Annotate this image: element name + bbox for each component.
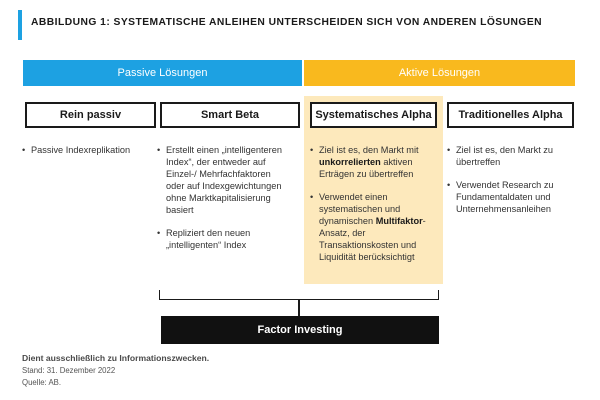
grouping-bracket — [159, 290, 439, 300]
bracket-connector — [298, 300, 300, 316]
list-item: • Erstellt einen „intelligenteren Index“, der entweder auf Einzel-/ Mehrfachfaktoren oder auf Indexgewichtungen ohne Marktkapitalisierung basiert — [157, 144, 289, 216]
list-item: • Repliziert den neuen „intelligenten“ Index — [157, 227, 289, 251]
category-smart-beta — [160, 102, 300, 128]
date-note: Stand: 31. Dezember 2022 — [22, 366, 116, 375]
factor-investing-label: Factor Investing — [257, 324, 343, 336]
list-item: • Verwendet Research zu Fundamentaldaten und Unternehmensanleihen — [447, 179, 575, 215]
rein-passiv-description — [22, 144, 152, 167]
title-accent-bar — [18, 10, 22, 40]
emphasis-text: Multifaktor — [375, 216, 423, 226]
text-segment: Verwendet einen systematischen und dynamischen — [319, 192, 401, 226]
list-item — [310, 191, 438, 263]
category-label: Smart Beta — [200, 109, 260, 121]
figure-title: ABBILDUNG 1: SYSTEMATISCHE ANLEIHEN UNTERSCHEIDEN SICH VON ANDEREN LÖSUNGEN — [31, 17, 543, 28]
list-item: • Ziel ist es, den Markt zu übertreffen — [447, 144, 575, 168]
active-solutions-header: Aktive Lösungen — [304, 60, 575, 86]
smart-beta-description — [157, 144, 289, 262]
category-label: Traditionelles Alpha — [458, 109, 563, 121]
factor-investing-box — [161, 316, 439, 344]
category-label: Systematisches Alpha — [315, 109, 432, 121]
traditionelles-alpha-description — [447, 144, 575, 226]
list-item: • Passive Indexreplikation — [22, 144, 152, 156]
emphasis-text: unkorrelierten — [319, 157, 381, 167]
category-traditionelles-alpha — [447, 102, 574, 128]
source-note: Quelle: AB. — [22, 378, 62, 387]
text-segment: aktiven Erträgen zu übertreffen — [319, 157, 414, 179]
passive-solutions-header: Passive Lösungen — [23, 60, 302, 86]
category-systematisches-alpha — [310, 102, 437, 128]
category-label: Rein passiv — [59, 109, 122, 121]
category-rein-passiv — [25, 102, 156, 128]
list-item — [310, 144, 438, 180]
text-segment: -Ansatz, der Transaktionskosten und Liquidität berücksichtigt — [319, 216, 426, 262]
disclaimer-note: Dient ausschließlich zu Informationszwecken. — [22, 353, 210, 363]
systematisches-alpha-description — [310, 144, 438, 274]
text-segment: Ziel ist es, den Markt mit — [319, 145, 419, 155]
